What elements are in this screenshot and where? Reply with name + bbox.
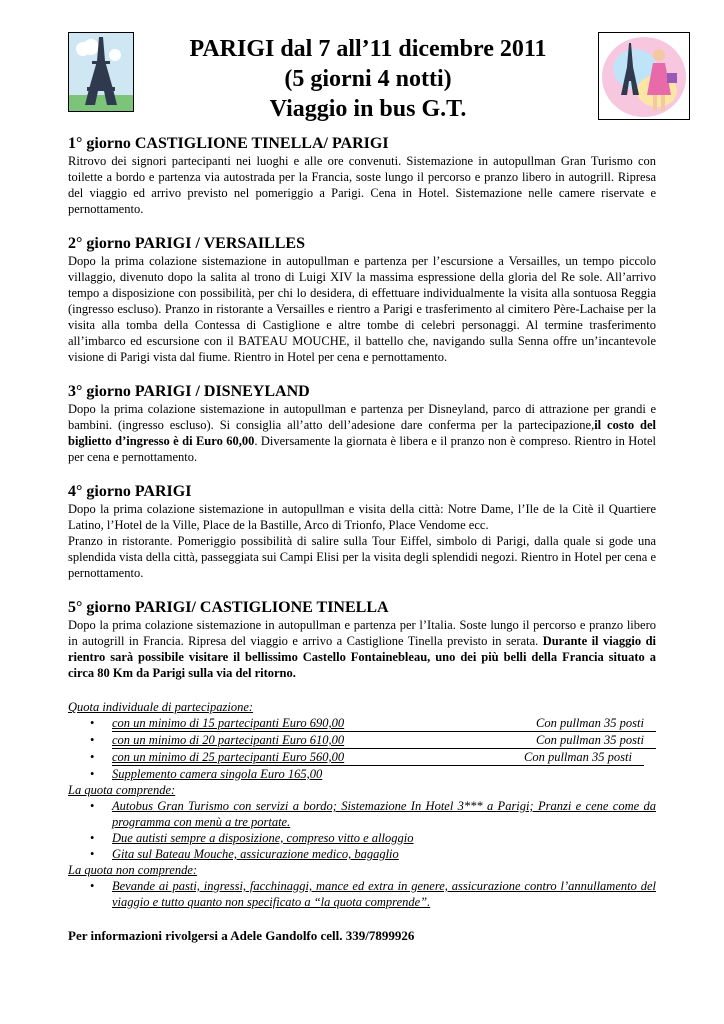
contact-info: Per informazioni rivolgersi a Adele Gandolfo cell. 339/7899926: [68, 928, 415, 943]
bullet: •: [90, 767, 95, 781]
excludes-text: Bevande ai pasti, ingressi, facchinaggi, mance ed extra in genere, assicurazione contro l’annullamento del viaggio e tutto quanto non specificato a “la quota comprende”.: [112, 879, 656, 909]
day-3-section: [68, 382, 656, 465]
day-5-text: [68, 617, 656, 681]
price-item-20: [68, 732, 656, 749]
day-5-section: [68, 598, 656, 681]
title-line-2: (5 giorni 4 notti): [284, 66, 452, 92]
includes-item: [68, 798, 656, 830]
day-3-ticket-price: il costo del biglietto d’ingresso è di Euro 60,00: [68, 418, 657, 448]
includes-label: La quota comprende:: [68, 783, 176, 797]
bullet: •: [90, 716, 95, 730]
day-3-heading: 3° giorno PARIGI / DISNEYLAND: [68, 383, 310, 400]
price-list: [68, 715, 656, 782]
includes-item: [68, 846, 656, 862]
bullet: •: [90, 847, 95, 861]
document-page: [68, 30, 656, 944]
price-text: con un minimo di 20 partecipanti Euro 610,00: [112, 733, 345, 747]
day-3-text-a: Dopo la prima colazione sistemazione in autopullman e partenza per Disneyland, parco di attrazione per grandi e bambini. (ingresso escluso). Si consiglia all’atto dell’adesione dare conferma per la partecipazione,: [68, 402, 656, 432]
price-text: con un minimo di 15 partecipanti Euro 690,00: [112, 716, 345, 730]
price-section: [68, 699, 656, 910]
day-4-text-2: Pranzo in ristorante. Pomeriggio possibilità di salire sulla Tour Eiffel, simbolo di Parigi, dalla quale si gode una splendida vista della città, passeggiata sui Campi Elisi per la visita degli splendidi negozi. Rientro in Hotel per cena e pernottamento.: [68, 534, 656, 580]
day-1-text: Ritrovo dei signori partecipanti nei luoghi e alle ore convenuti. Sistemazione in autopullman Gran Turismo con toilette a bordo e partenza via autostrada per la Francia, soste lungo il percorso e pranzo libero in autogrill. Ripresa del viaggio ed arrivo previsto nel pomeriggio a Parigi. Cena in Hotel. Sistemazione nelle camere riservate e pernottamento.: [68, 154, 656, 216]
price-item-25: [68, 749, 656, 766]
pullman-note: Con pullman 35 posti: [536, 716, 644, 730]
day-1-section: [68, 134, 656, 217]
pullman-note: Con pullman 35 posti: [524, 750, 632, 764]
day-3-text: [68, 401, 656, 465]
price-label: Quota individuale di partecipazione:: [68, 700, 254, 714]
includes-text: Due autisti sempre a disposizione, compreso vitto e alloggio: [112, 831, 414, 845]
includes-text: Autobus Gran Turismo con servizi a bordo; Sistemazione In Hotel 3*** a Parigi; Pranzi e cene come da programma con menù a tre portate.: [112, 799, 656, 829]
bullet: •: [90, 799, 95, 813]
pullman-note: Con pullman 35 posti: [536, 733, 644, 747]
day-4-text-1: Dopo la prima colazione sistemazione in autopullman e visita della città: Notre Dame, l’Ile de la Citè il Quartiere Latino, l’Hotel de la Ville, Place de la Bastille, Arco di Trionfo, Place Vendome ecc.: [68, 502, 656, 532]
day-4-section: [68, 482, 656, 581]
eiffel-tower-illustration-left: [68, 32, 134, 112]
bullet: •: [90, 831, 95, 845]
day-2-text: Dopo la prima colazione sistemazione in autopullman e partenza per l’escursione a Versailles, un tempo piccolo villaggio, divenuto dopo la salita al trono di Luigi XIV la massima espressione della gloria del Re sole. All’arrivo tempo a disposizione con possibilità, per chi lo desidera, di effettuare individualmente la visita alla sontuosa Reggia (ingresso escluso). Pranzo in ristorante a Versailles e rientro a Parigi e trasferimento al cimitero Père-Lachaise per la visita alla tomba della Contessa di Castiglione e altre tombe di celebri personaggi. Al termine trasferimento all’imbarco ed escursione con il BATEAU MOUCHE, il battello che, navigando sulla Senna offre un’incantevole visione di Parigi vista dal fiume. Rientro in Hotel per cena e pernottamento.: [68, 254, 656, 364]
day-4-heading: 4° giorno PARIGI: [68, 483, 192, 500]
includes-text: Gita sul Bateau Mouche, assicurazione medico, bagaglio: [112, 847, 399, 861]
bullet: •: [90, 750, 95, 764]
excludes-list: [68, 878, 656, 910]
page-title: [142, 34, 594, 124]
day-5-text-a: Dopo la prima colazione sistemazione in autopullman e partenza per l’Italia. Soste lungo il percorso e pranzo libero in autogrill in Francia. Ripresa del viaggio e arrivo a Castiglione Tinella previsto in serata.: [68, 618, 656, 648]
day-1-heading: 1° giorno CASTIGLIONE TINELLA/ PARIGI: [68, 135, 389, 152]
includes-item: [68, 830, 656, 846]
excludes-label: La quota non comprende:: [68, 863, 198, 877]
paris-woman-illustration-right: [598, 32, 690, 120]
supplement-item: [68, 766, 656, 782]
day-5-heading: 5° giorno PARIGI/ CASTIGLIONE TINELLA: [68, 599, 389, 616]
price-item-15: [68, 715, 656, 732]
day-2-heading: 2° giorno PARIGI / VERSAILLES: [68, 235, 305, 252]
bullet: •: [90, 733, 95, 747]
title-line-1: PARIGI dal 7 all’11 dicembre 2011: [189, 36, 547, 62]
day-5-fontainebleau-note: Durante il viaggio di rientro sarà possibile visitare il bellissimo Castello Fontainebleau, uno dei più belli della Francia situato a circa 80 Km da Parigi sulla via del ritorno.: [68, 634, 657, 680]
supplement-text: Supplemento camera singola Euro 165,00: [112, 767, 323, 781]
price-text: con un minimo di 25 partecipanti Euro 560,00: [112, 750, 345, 764]
includes-list: [68, 798, 656, 862]
bullet: •: [90, 879, 95, 893]
day-2-section: [68, 234, 656, 365]
title-line-3: Viaggio in bus G.T.: [269, 96, 467, 122]
day-3-text-b: . Diversamente la giornata è libera e il pranzo non è compreso. Rientro in Hotel per cena e pernottamento.: [68, 434, 657, 464]
header: [68, 30, 656, 126]
excludes-item: [68, 878, 656, 910]
